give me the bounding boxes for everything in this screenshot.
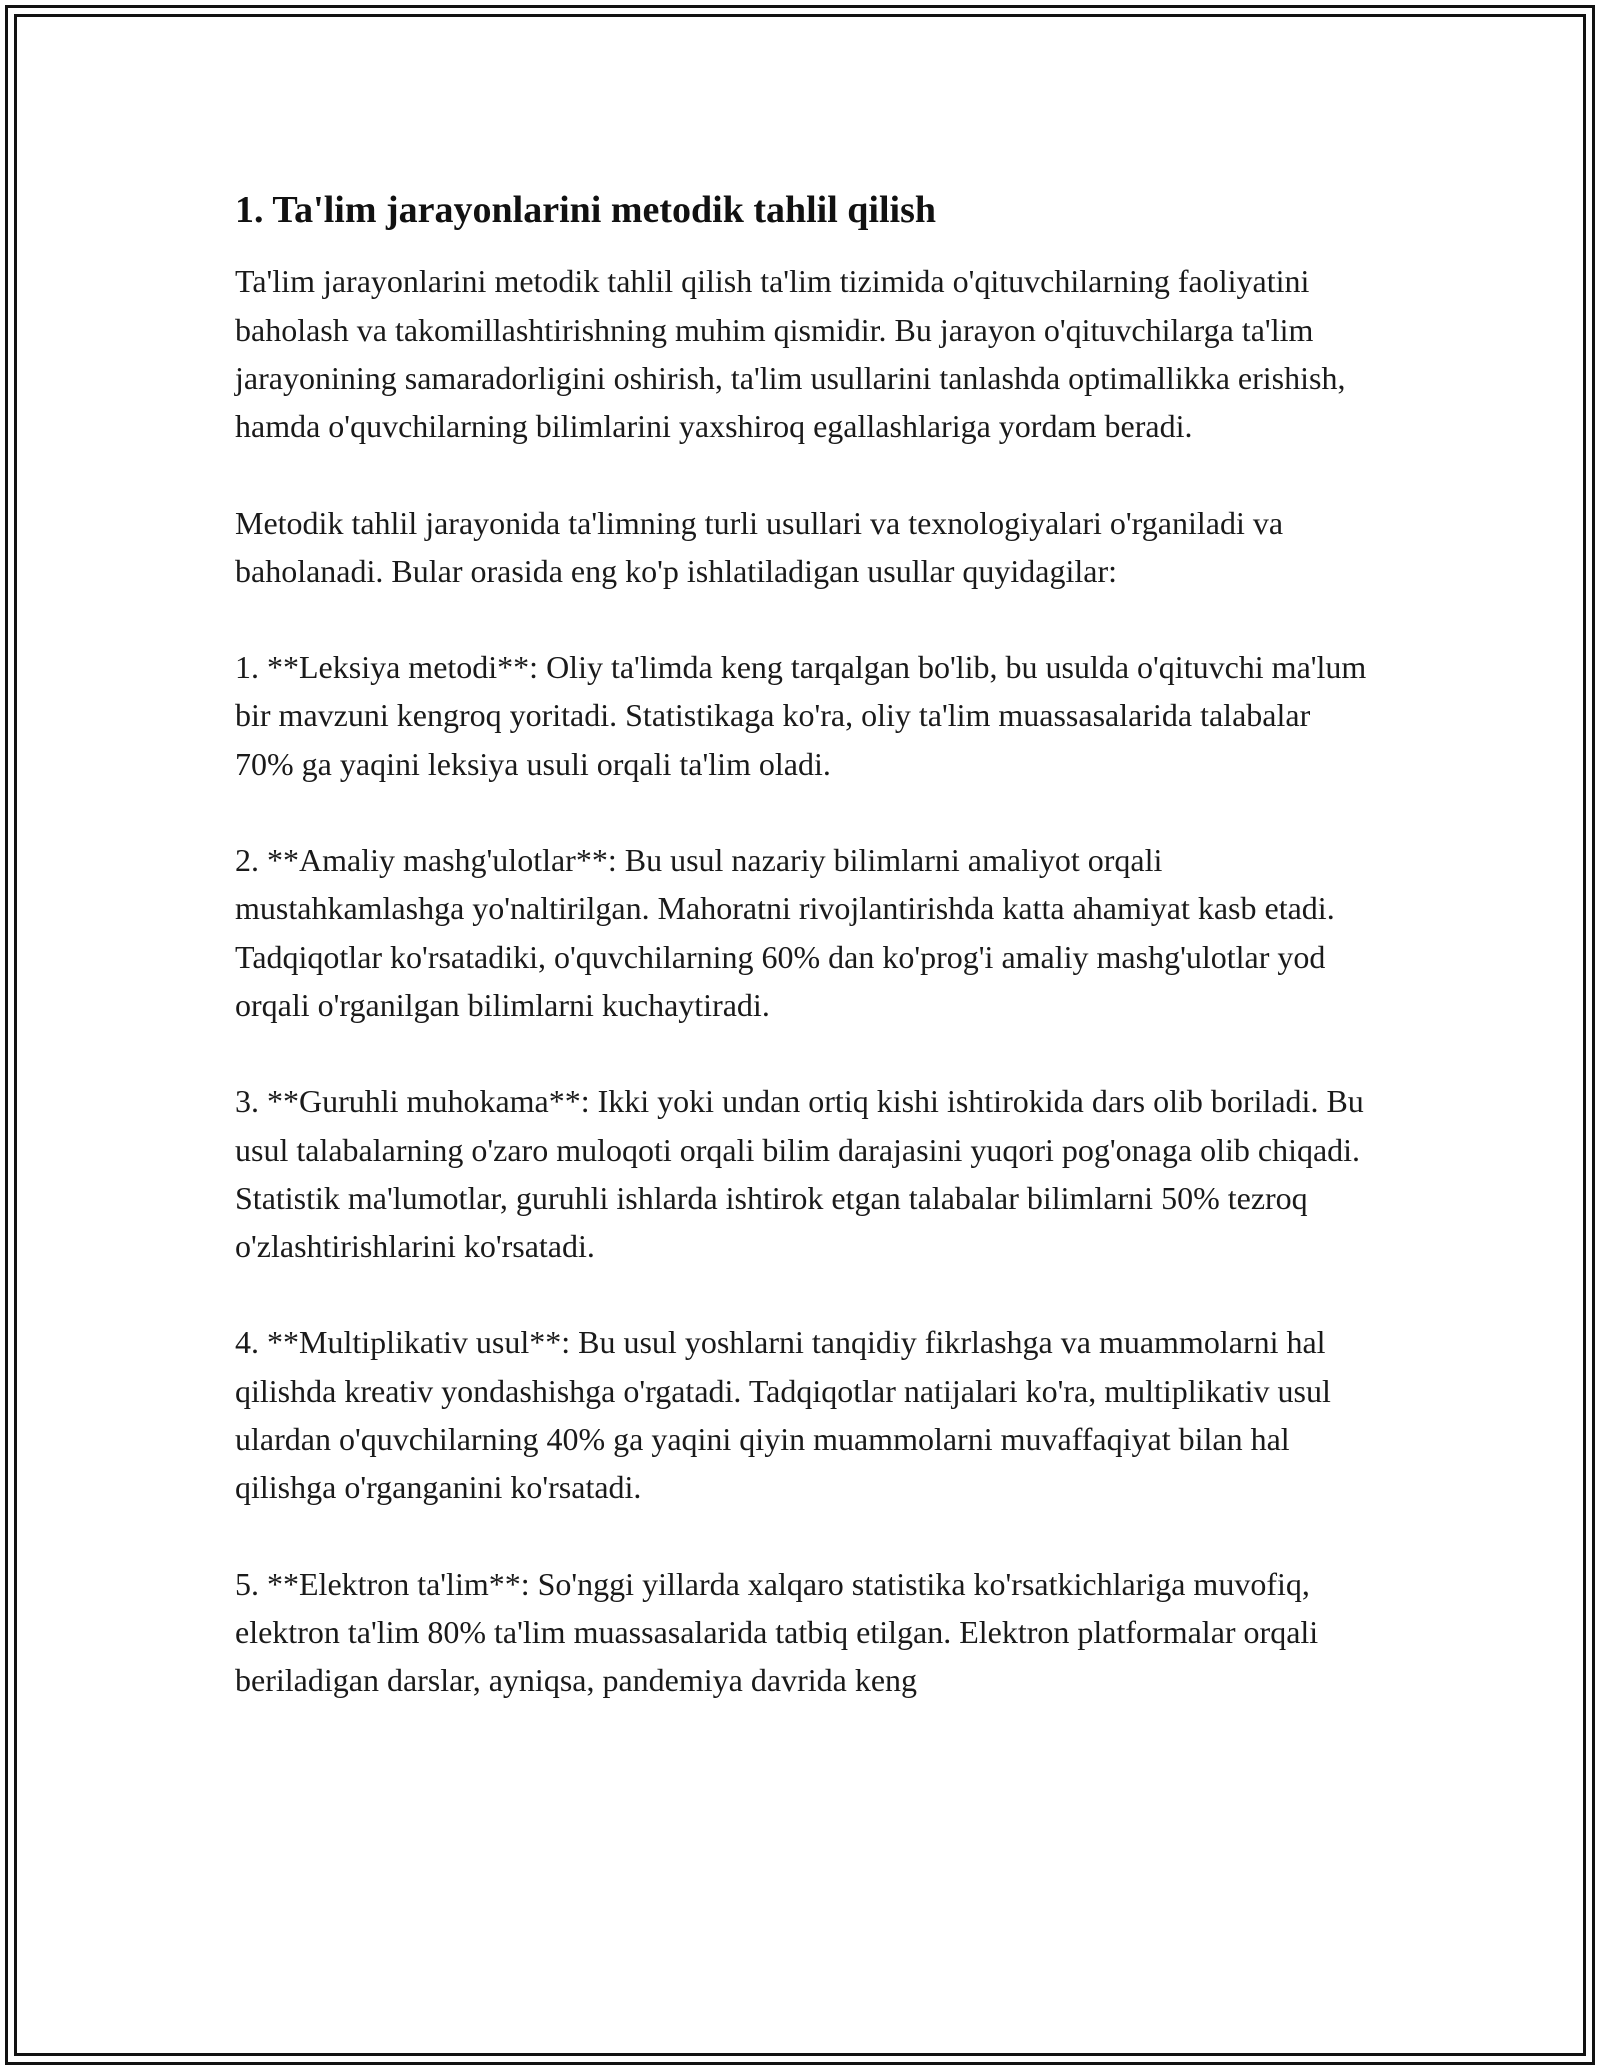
list-item-e-learning: 5. **Elektron ta'lim**: So'nggi yillarda xalqaro statistika ko'rsatkichlariga muvofiq, elektron ta'lim 80% ta'lim muassasalarida tatbiq etilgan. Elektron platformalar orqali beriladigan darslar, ayniqsa, pandemiya davrida keng	[235, 1565, 1319, 1699]
list-item-multiplicative-method: 4. **Multiplikativ usul**: Bu usul yoshlarni tanqidiy fikrlashga va muammolarni hal qilishda kreativ yondashishga o'rgatadi. Tadqiqotlar natijalari ko'ra, multiplikativ usul ulardan o'quvchilarning 40% ga yaqini qiyin muammolarni muvaffaqiyat bilan hal qilishga o'rganganini ko'rsatadi.	[235, 1324, 1331, 1506]
section-heading: 1. Ta'lim jarayonlarini metodik tahlil qilish	[235, 189, 937, 231]
list-item-practical-sessions: 2. **Amaliy mashg'ulotlar**: Bu usul nazariy bilimlarni amaliyot orqali mustahkamlashga yo'naltirilgan. Mahoratni rivojlantirishda katta ahamiyat kasb etadi. Tadqiqotlar ko'rsatadiki, o'quvchilarning 60% dan ko'prog'i amaliy mashg'ulotlar yod orqali o'rganilgan bilimlarni kuchaytiradi.	[235, 842, 1335, 1023]
document-body	[235, 186, 1375, 1705]
list-item-group-discussion: 3. **Guruhli muhokama**: Ikki yoki undan ortiq kishi ishtirokida dars olib boriladi. Bu usul talabalarning o'zaro muloqoti orqali bilim darajasini yuqori pog'onaga olib chiqadi. Statistik ma'lumotlar, guruhli ishlarda ishtirok etgan talabalar bilimlarni 50% tezroq o'zlashtirishlarini ko'rsatadi.	[235, 1083, 1364, 1265]
list-item-lecture-method: 1. **Leksiya metodi**: Oliy ta'limda keng tarqalgan bo'lib, bu usulda o'qituvchi ma'lum bir mavzuni kengroq yoritadi. Statistikaga ko'ra, oliy ta'lim muassasalarida talabalar 70% ga yaqini leksiya usuli orqali ta'lim oladi.	[235, 649, 1367, 782]
paragraph-intro: Ta'lim jarayonlarini metodik tahlil qilish ta'lim tizimida o'qituvchilarning faoliyatini baholash va takomillashtirishning muhim qismidir. Bu jarayon o'qituvchilarga ta'lim jarayonining samaradorligini oshirish, ta'lim usullarini tanlashda optimallikka erishish, hamda o'quvchilarning bilimlarini yaxshiroq egallashlariga yordam beradi.	[235, 263, 1346, 445]
paragraph-methods-intro: Metodik tahlil jarayonida ta'limning turli usullari va texnologiyalari o'rganiladi va baholanadi. Bular orasida eng ko'p ishlatiladigan usullar quyidagilar:	[235, 504, 1284, 589]
